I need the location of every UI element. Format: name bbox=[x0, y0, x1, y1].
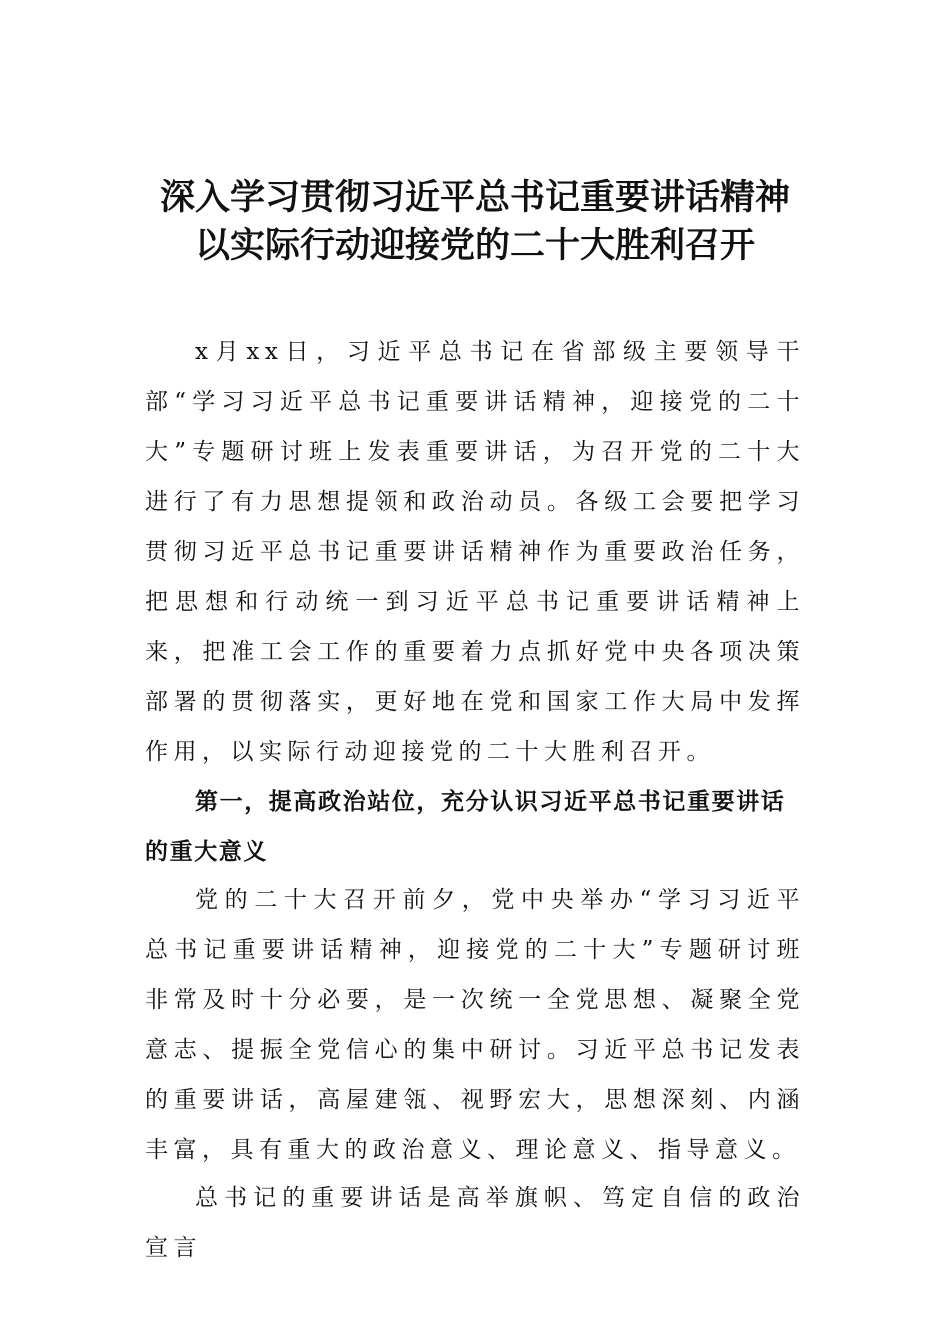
document-title-line-1: 深入学习贯彻习近平总书记重要讲话精神 bbox=[159, 177, 790, 218]
paragraph-intro: x月xx日，习近平总书记在省部级主要领导干部“学习习近平总书记重要讲话精神，迎接党的二十大”专题研讨班上发表重要讲话，为召开党的二十大进行了有力思想提领和政治动员。各级工会要把学习贯彻习近平总书记重要讲话精神作为重要政治任务，把思想和行动统一到习近平总书记重要讲话精神上来，把准工会工作的重要着力点抓好党中央各项决策部署的贯彻落实，更好地在党和国家工作大局中发挥作用，以实际行动迎接党的二十大胜利召开。 bbox=[145, 339, 805, 765]
paragraph-section-1: 党的二十大召开前夕，党中央举办“学习习近平总书记重要讲话精神，迎接党的二十大”专题研讨班非常及时十分必要，是一次统一全党思想、凝聚全党意志、提振全党信心的集中研讨。习近平总书记发表的重要讲话，高屋建瓴、视野宏大，思想深刻、内涵丰富，具有重大的政治意义、理论意义、指导意义。 bbox=[145, 887, 805, 1163]
document-page bbox=[145, 0, 805, 1344]
paragraph-section-1-continued: 总书记的重要讲话是高举旗帜、笃定自信的政治宣言 bbox=[145, 1185, 805, 1261]
section-heading-1: 第一，提高政治站位，充分认识习近平总书记重要讲话的重大意义 bbox=[145, 789, 786, 865]
document-title-line-2: 以实际行动迎接党的二十大胜利召开 bbox=[194, 225, 755, 266]
